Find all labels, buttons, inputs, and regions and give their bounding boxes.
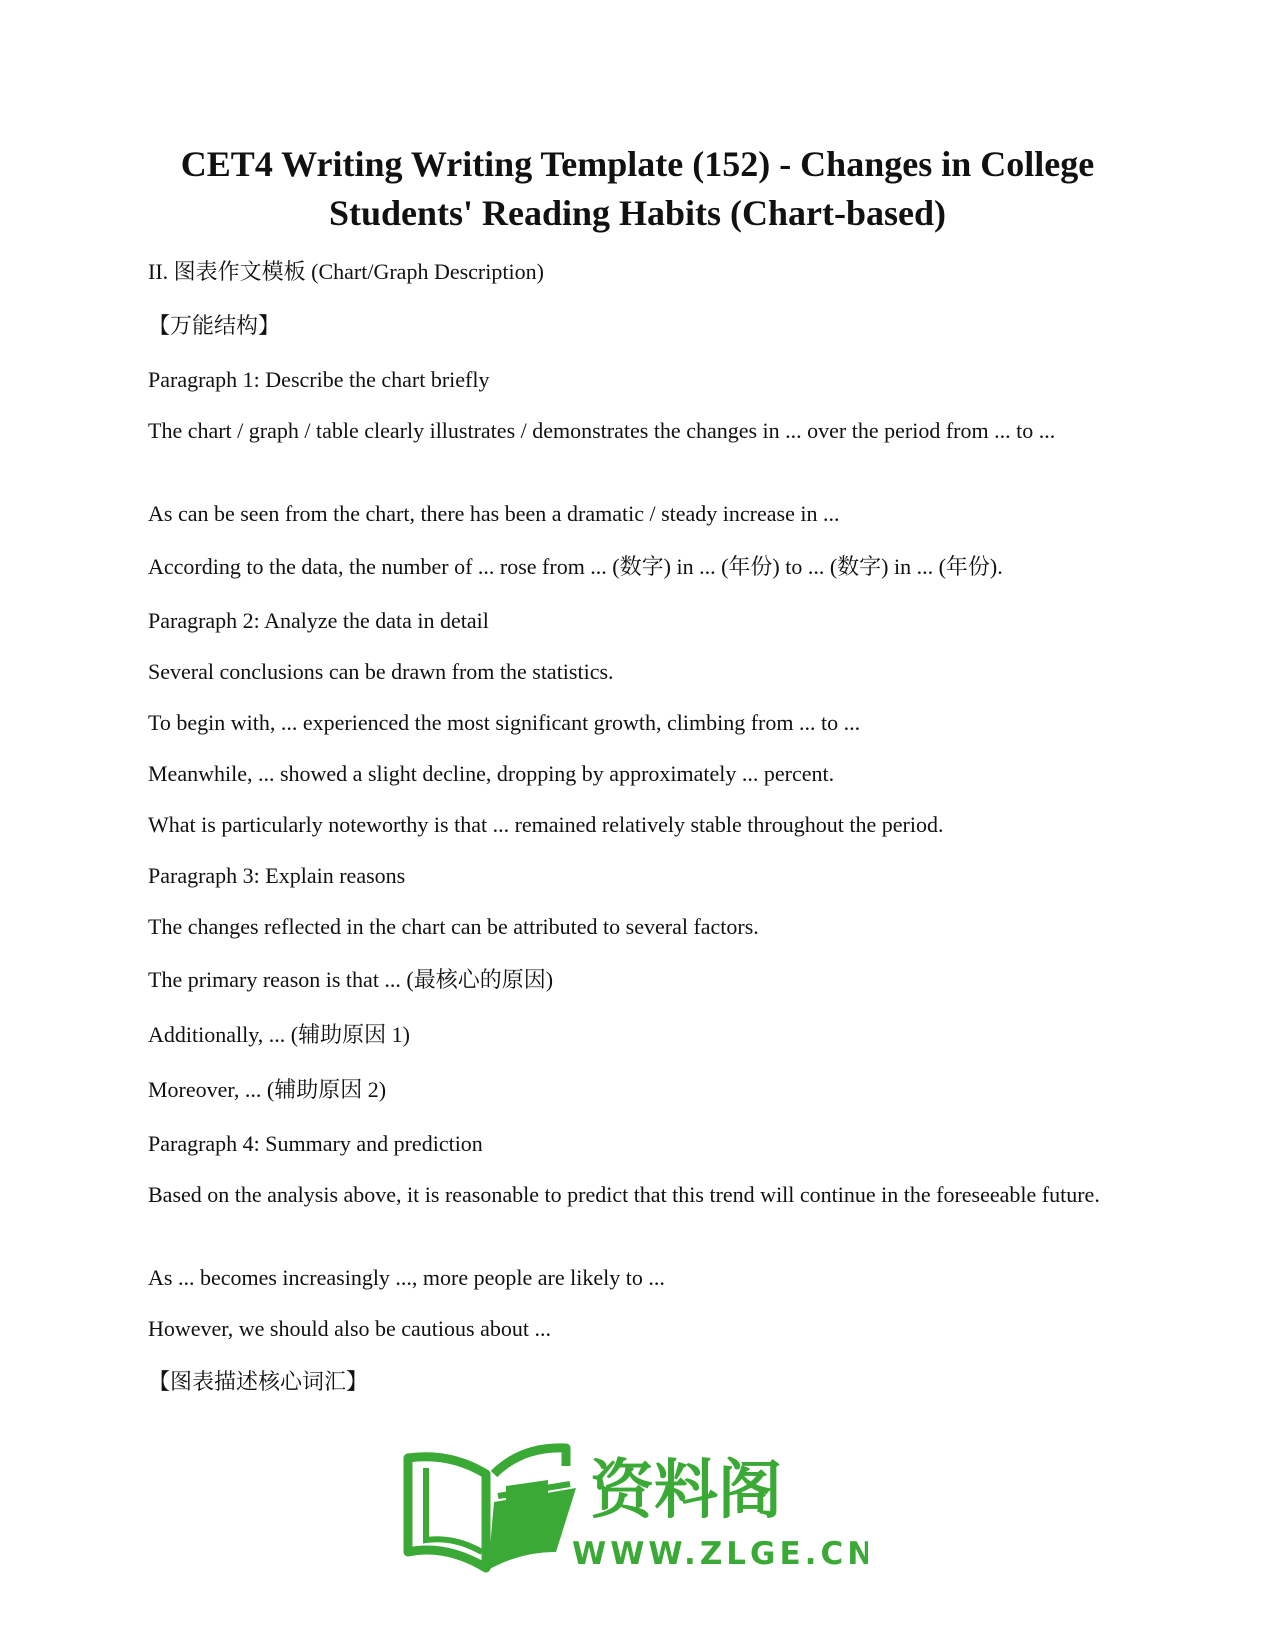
body-paragraph: The changes reflected in the chart can be attributed to several factors. bbox=[148, 914, 759, 939]
paragraph-1-heading: Paragraph 1: Describe the chart briefly bbox=[148, 367, 490, 392]
body-paragraph: However, we should also be cautious about ... bbox=[148, 1316, 551, 1341]
paragraph-4-heading: Paragraph 4: Summary and prediction bbox=[148, 1131, 483, 1156]
book-icon bbox=[398, 1440, 868, 1580]
brand-name: 资料阁 bbox=[590, 1454, 782, 1528]
body-paragraph: As can be seen from the chart, there has been a dramatic / steady increase in ... bbox=[148, 501, 840, 526]
body-paragraph: The primary reason is that ... (最核心的原因) bbox=[148, 967, 554, 992]
body-paragraph: According to the data, the number of ... rose from ... (数字) in ... (年份) to ... (数字) in ... (年份). bbox=[148, 554, 1003, 579]
body-paragraph: Based on the analysis above, it is reasonable to predict that this trend will continue in the foreseeable future. bbox=[148, 1182, 1100, 1207]
brand-url: WWW.ZLGE.CN bbox=[572, 1536, 868, 1572]
body-paragraph: The chart / graph / table clearly illustrates / demonstrates the changes in ... over the period from ... to ... bbox=[148, 418, 1056, 443]
paragraph-3-heading: Paragraph 3: Explain reasons bbox=[148, 863, 406, 888]
body-paragraph: What is particularly noteworthy is that ... remained relatively stable throughout the period. bbox=[148, 812, 944, 837]
document-title: CET4 Writing Writing Template (152) - Changes in College Students' Reading Habits (Chart-based) bbox=[180, 144, 1095, 233]
vocabulary-heading: 【图表描述核心词汇】 bbox=[148, 1369, 369, 1394]
structure-heading: 【万能结构】 bbox=[148, 313, 281, 338]
watermark-logo bbox=[398, 1440, 868, 1580]
body-paragraph: Several conclusions can be drawn from the statistics. bbox=[148, 659, 614, 684]
body-paragraph: Additionally, ... (辅助原因 1) bbox=[148, 1022, 410, 1047]
body-paragraph: Moreover, ... (辅助原因 2) bbox=[148, 1077, 387, 1102]
section-heading: II. 图表作文模板 (Chart/Graph Description) bbox=[148, 259, 544, 284]
body-paragraph: As ... becomes increasingly ..., more people are likely to ... bbox=[148, 1265, 665, 1290]
body-paragraph: To begin with, ... experienced the most significant growth, climbing from ... to ... bbox=[148, 710, 861, 735]
paragraph-2-heading: Paragraph 2: Analyze the data in detail bbox=[148, 608, 489, 633]
body-paragraph: Meanwhile, ... showed a slight decline, dropping by approximately ... percent. bbox=[148, 761, 835, 786]
